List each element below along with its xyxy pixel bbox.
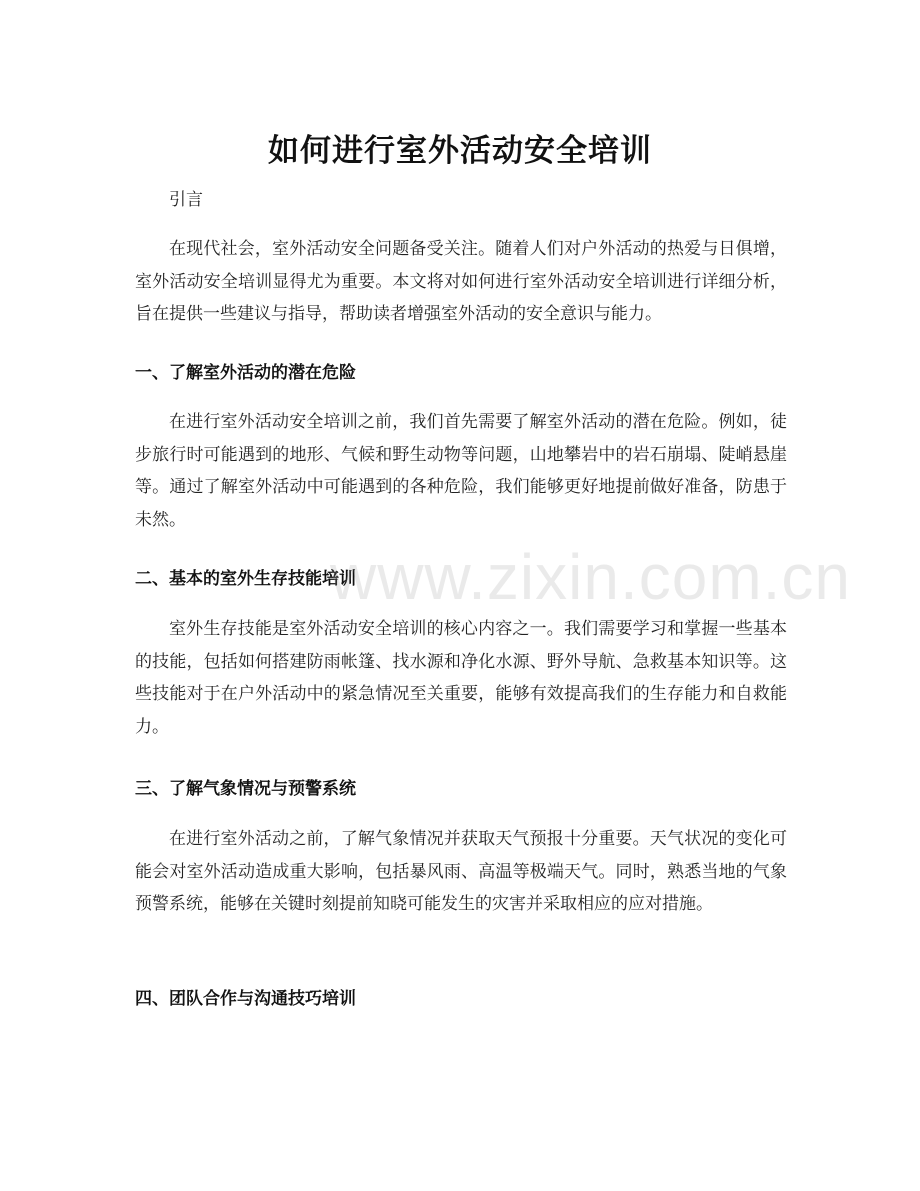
section-paragraph-2: 室外生存技能是室外活动安全培训的核心内容之一。我们需要学习和掌握一些基本的技能，包括如何搭建防雨帐篷、找水源和净化水源、野外导航、急救基本知识等。这些技能对于在户外活动中的紧急情况至关重要，能够有效提高我们的生存能力和自救能力。 — [135, 619, 787, 737]
section-heading-2: 二、基本的室外生存技能培训 — [135, 569, 356, 589]
section-heading-4: 四、团队合作与沟通技巧培训 — [135, 989, 356, 1009]
section-heading-3: 三、了解气象情况与预警系统 — [135, 779, 356, 799]
section-paragraph-1: 在进行室外活动安全培训之前，我们首先需要了解室外活动的潜在危险。例如，徒步旅行时可能遇到的地形、气候和野生动物等问题，山地攀岩中的岩石崩塌、陡峭悬崖等。通过了解室外活动中可能遇到的各种危险，我们能够更好地提前做好准备，防患于未然。 — [135, 412, 787, 530]
intro-label: 引言 — [169, 190, 203, 210]
document-title: 如何进行室外活动安全培训 — [268, 132, 652, 169]
watermark: www.zixin.com.cn — [330, 541, 851, 613]
section-heading-1: 一、了解室外活动的潜在危险 — [135, 363, 356, 383]
section-paragraph-3: 在进行室外活动之前，了解气象情况并获取天气预报十分重要。天气状况的变化可能会对室外活动造成重大影响，包括暴风雨、高温等极端天气。同时，熟悉当地的气象预警系统，能够在关键时刻提前知晓可能发生的灾害并采取相应的应对措施。 — [135, 829, 787, 914]
intro-paragraph: 在现代社会，室外活动安全问题备受关注。随着人们对户外活动的热爱与日俱增，室外活动安全培训显得尤为重要。本文将对如何进行室外活动安全培训进行详细分析，旨在提供一些建议与指导，帮助读者增强室外活动的安全意识与能力。 — [135, 239, 787, 324]
